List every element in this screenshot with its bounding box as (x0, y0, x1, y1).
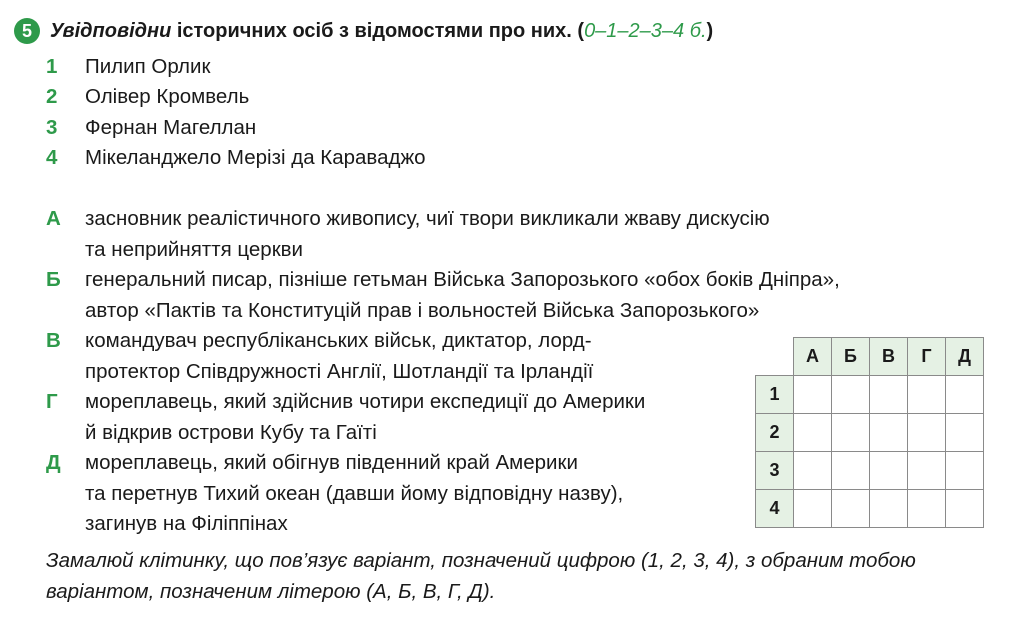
grid-cell[interactable] (946, 490, 984, 528)
fact-letter: А (46, 207, 61, 230)
task-title-text: історичних осіб з відомостями про них. (171, 19, 578, 42)
instruction-line: Замалюй клітинку, що пов’язує варіант, позначений цифрою (1, 2, 3, 4), з обраним тобою (46, 549, 916, 572)
fact-item-h (46, 387, 645, 448)
fact-item-v (46, 326, 593, 387)
grid-cell[interactable] (870, 376, 908, 414)
fact-item-a (46, 204, 770, 265)
fact-text (85, 265, 840, 326)
grid-cell[interactable] (832, 376, 870, 414)
fact-line: засновник реалістичного живопису, чиї твори викликали жваву дискусію (85, 207, 770, 230)
fact-line: мореплавець, який обігнув південний край Америки (85, 451, 578, 474)
grid-cell[interactable] (870, 452, 908, 490)
fact-letter: Б (46, 268, 61, 291)
grid-row-header: 3 (756, 452, 794, 490)
fact-text (85, 326, 593, 387)
grid-col-header: А (794, 338, 832, 376)
grid-cell[interactable] (832, 490, 870, 528)
grid-cell[interactable] (794, 376, 832, 414)
fact-line: протектор Співдружності Англії, Шотландії та Ірландії (85, 359, 594, 383)
fact-text (85, 387, 645, 448)
fact-line: та перетнув Тихий океан (давши йому відповідну назву), (85, 481, 624, 505)
grid-cell[interactable] (946, 452, 984, 490)
fact-line: загинув на Філіппінах (85, 512, 288, 535)
fact-line: й відкрив острови Кубу та Гаїті (85, 420, 377, 444)
task-points-close: ) (706, 19, 714, 42)
answer-grid (755, 337, 984, 528)
person-number: 1 (46, 55, 58, 78)
task-points-open: ( (577, 19, 585, 42)
person-name: Фернан Магеллан (85, 116, 257, 139)
grid-cell[interactable] (832, 414, 870, 452)
fact-line: автор «Пактів та Конституцій прав і вольностей Війська Запорозького» (85, 298, 760, 322)
fact-line: мореплавець, який здійснив чотири експедиції до Америки (85, 390, 646, 413)
grid-cell[interactable] (794, 452, 832, 490)
task-number-badge: 5 (14, 18, 40, 44)
grid-cell[interactable] (908, 414, 946, 452)
grid-row (756, 376, 984, 414)
grid-cell[interactable] (946, 414, 984, 452)
task-title (50, 20, 713, 43)
fact-letter: Д (46, 451, 61, 474)
fact-text (85, 204, 770, 265)
person-item (46, 53, 210, 81)
person-number: 4 (46, 146, 58, 169)
grid-cell[interactable] (908, 490, 946, 528)
grid-col-header: Д (946, 338, 984, 376)
fact-letter: Г (46, 390, 58, 413)
person-item (46, 83, 249, 111)
grid-cell[interactable] (870, 490, 908, 528)
task-verb: Увідповідни (50, 19, 172, 42)
person-number: 3 (46, 116, 58, 139)
person-name: Олівер Кромвель (85, 85, 250, 108)
person-item (46, 114, 256, 142)
task-header (14, 16, 713, 46)
fact-letter: В (46, 329, 61, 352)
grid-row (756, 452, 984, 490)
fact-line: генеральний писар, пізніше гетьман Війська Запорозького «обох боків Дніпра», (85, 268, 840, 291)
grid-header-row (756, 338, 984, 376)
person-name: Пилип Орлик (85, 55, 211, 78)
grid-row (756, 414, 984, 452)
grid-cell[interactable] (794, 490, 832, 528)
grid-col-header: В (870, 338, 908, 376)
fact-item-b (46, 265, 840, 326)
grid-cell[interactable] (908, 452, 946, 490)
grid-row-header: 1 (756, 376, 794, 414)
person-name: Мікеланджело Мерізі да Караваджо (85, 146, 426, 169)
grid-cell[interactable] (794, 414, 832, 452)
grid-row (756, 490, 984, 528)
grid-cell[interactable] (870, 414, 908, 452)
grid-cell[interactable] (832, 452, 870, 490)
grid-col-header: Б (832, 338, 870, 376)
fact-item-d (46, 448, 623, 540)
grid-cell[interactable] (908, 376, 946, 414)
person-number: 2 (46, 85, 58, 108)
task-points: 0–1–2–3–4 б. (584, 19, 707, 42)
grid-cell[interactable] (946, 376, 984, 414)
fact-text (85, 448, 623, 540)
fact-line: та неприйняття церкви (85, 237, 304, 261)
person-item (46, 144, 426, 172)
grid-corner (756, 338, 794, 376)
grid-row-header: 2 (756, 414, 794, 452)
instruction-text (46, 546, 1006, 607)
instruction-line: варіантом, позначеним літерою (А, Б, В, Г, Д). (46, 579, 496, 603)
grid-col-header: Г (908, 338, 946, 376)
grid-row-header: 4 (756, 490, 794, 528)
fact-line: командувач республіканських військ, диктатор, лорд- (85, 329, 592, 352)
